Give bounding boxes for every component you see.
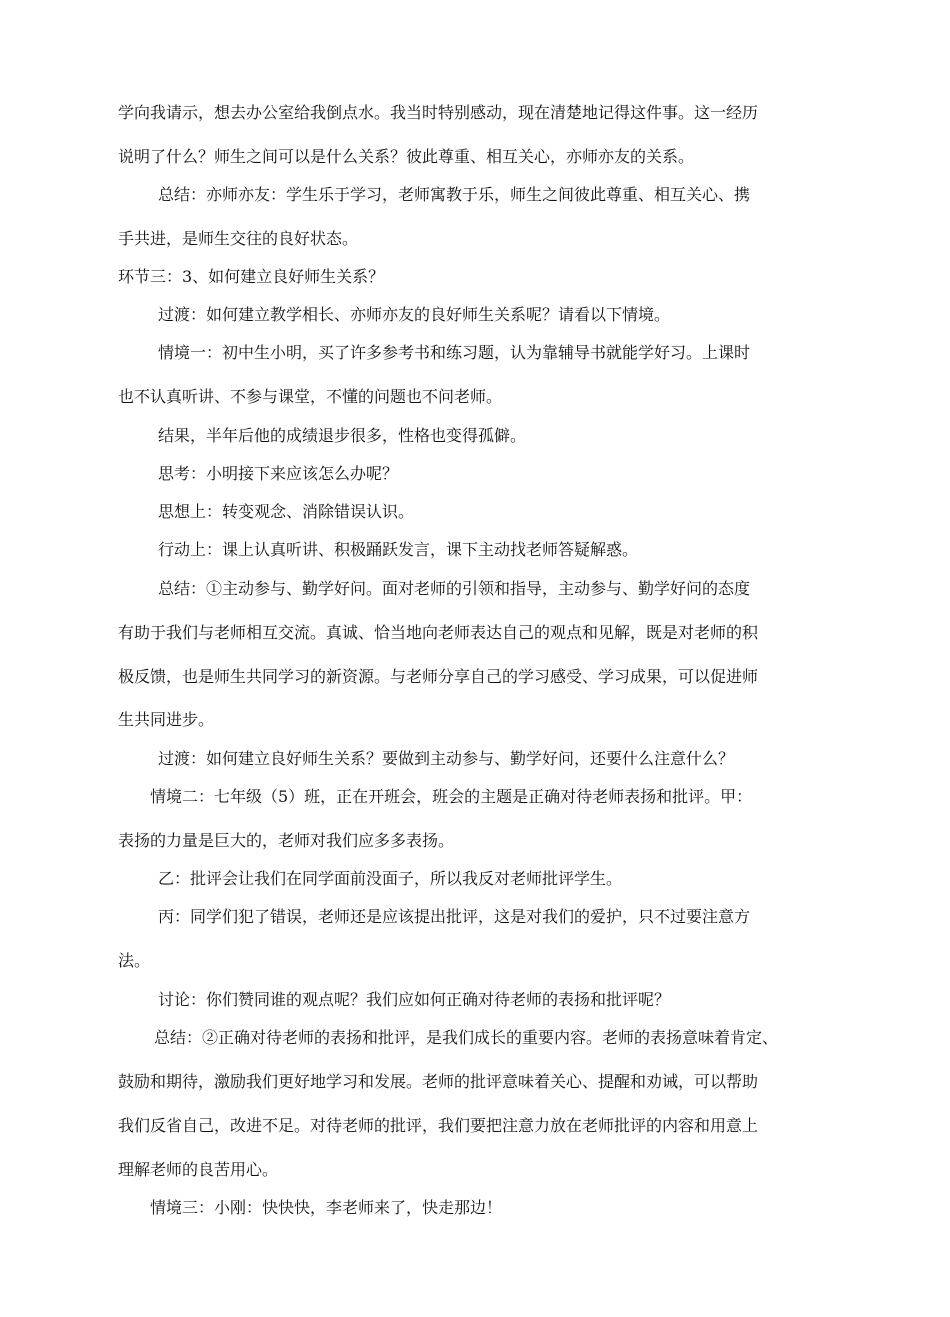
- text-line: 总结：①主动参与、勤学好问。面对老师的引领和指导，主动参与、勤学好问的态度: [158, 579, 751, 598]
- text-line: 丙：同学们犯了错误，老师还是应该提出批评，这是对我们的爱护，只不过要注意方: [158, 907, 751, 926]
- text-line: 行动上：课上认真听讲、积极踊跃发言，课下主动找老师答疑解惑。: [158, 540, 639, 559]
- text-line: 鼓励和期待，激励我们更好地学习和发展。老师的批评意味着关心、提醒和劝诫，可以帮助: [118, 1072, 759, 1091]
- text-line: 学向我请示，想去办公室给我倒点水。我当时特别感动，现在清楚地记得这件事。这一经历: [118, 103, 759, 122]
- section-heading: 环节三：3、如何建立良好师生关系？: [118, 267, 385, 286]
- text-line: 过渡：如何建立良好师生关系？要做到主动参与、勤学好问，还要什么注意什么？: [158, 749, 735, 768]
- text-line: 有助于我们与老师相互交流。真诚、恰当地向老师表达自己的观点和见解，既是对老师的积: [118, 623, 759, 642]
- text-line: 极反馈，也是师生共同学习的新资源。与老师分享自己的学习感受、学习成果，可以促进师: [118, 667, 759, 686]
- text-line: 法。: [118, 951, 151, 970]
- text-line: 总结：亦师亦友：学生乐于学习，老师寓教于乐，师生之间彼此尊重、相互关心、携: [158, 185, 751, 204]
- text-line: 说明了什么？师生之间可以是什么关系？彼此尊重、相互关心，亦师亦友的关系。: [118, 147, 695, 166]
- text-line: 过渡：如何建立教学相长、亦师亦友的良好师生关系呢？请看以下情境。: [158, 305, 671, 324]
- text-line: 讨论：你们赞同谁的观点呢？我们应如何正确对待老师的表扬和批评呢？: [158, 990, 671, 1009]
- text-line: 总结：②正确对待老师的表扬和批评，是我们成长的重要内容。老师的表扬意味着肯定、: [154, 1028, 779, 1047]
- text-line: 情境三：小刚：快快快，李老师来了，快走那边！: [150, 1198, 503, 1217]
- text-line: 也不认真听讲、不参与课堂，不懂的问题也不问老师。: [118, 387, 503, 406]
- text-line: 我们反省自己，改进不足。对待老师的批评，我们要把注意力放在老师批评的内容和用意上: [118, 1116, 759, 1135]
- text-line: 情境二：七年级（5）班，正在开班会，班会的主题是正确对待老师表扬和批评。甲：: [150, 787, 753, 806]
- text-line: 生共同进步。: [118, 710, 215, 729]
- text-line: 手共进，是师生交往的良好状态。: [118, 229, 359, 248]
- text-line: 理解老师的良苦用心。: [118, 1160, 279, 1179]
- text-line: 思考：小明接下来应该怎么办呢？: [158, 464, 399, 483]
- text-line: 乙：批评会让我们在同学面前没面子，所以我反对老师批评学生。: [158, 869, 623, 888]
- text-line: 结果，半年后他的成绩退步很多，性格也变得孤僻。: [158, 426, 527, 445]
- text-line: 思想上：转变观念、消除错误认识。: [158, 502, 415, 521]
- text-line: 表扬的力量是巨大的，老师对我们应多多表扬。: [118, 831, 455, 850]
- text-line: 情境一：初中生小明，买了许多参考书和练习题，认为靠辅导书就能学好习。上课时: [158, 343, 751, 362]
